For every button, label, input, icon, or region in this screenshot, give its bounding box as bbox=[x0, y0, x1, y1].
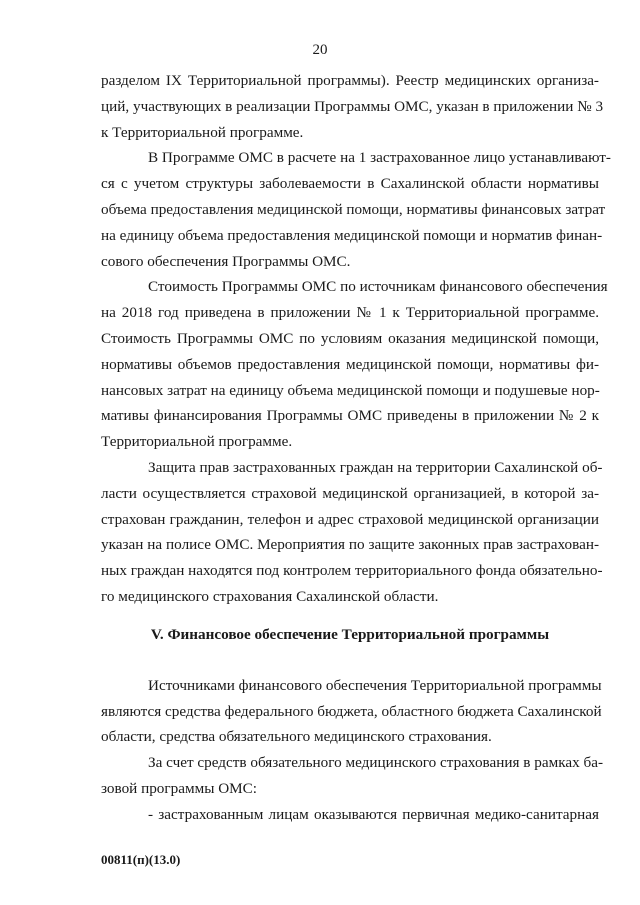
paragraph-norms bbox=[101, 145, 611, 274]
document-code: 00811(п)(13.0) bbox=[101, 852, 181, 867]
text-line: Источниками финансового обеспечения Территориальной программы bbox=[148, 676, 602, 694]
text-line: го медицинского страхования Сахалинской области. bbox=[101, 587, 439, 605]
text-line: страхован гражданин, телефон и адрес страховой медицинской организации bbox=[101, 510, 599, 528]
text-line: В Программе ОМС в расчете на 1 застрахованное лицо устанавливают- bbox=[148, 149, 611, 167]
page-number: 20 bbox=[312, 42, 328, 58]
text-line: нансовых затрат на единицу объема медицинской помощи и подушевые нор- bbox=[101, 381, 600, 399]
text-line: нормативы объемов предоставления медицинской помощи, нормативы фи- bbox=[101, 355, 599, 373]
text-line: на единицу объема предоставления медицинской помощи и норматив финан- bbox=[101, 226, 603, 244]
text-line: Защита прав застрахованных граждан на территории Сахалинской об- bbox=[148, 458, 603, 476]
paragraph-cost bbox=[101, 274, 608, 455]
text-line: мативы финансирования Программы ОМС приведены в приложении № 2 к bbox=[101, 407, 599, 425]
paragraph-list-item bbox=[101, 802, 599, 828]
text-line: Территориальной программе. bbox=[101, 433, 293, 451]
text-line: области, средства обязательного медицинского страхования. bbox=[101, 728, 492, 746]
text-line: ся с учетом структуры заболеваемости в Сахалинской области нормативы bbox=[101, 175, 599, 193]
paragraph-sources bbox=[101, 673, 602, 750]
paragraph-oms-basic bbox=[101, 750, 604, 802]
paragraph-rights-protection bbox=[101, 455, 603, 610]
text-line: За счет средств обязательного медицинского страхования в рамках ба- bbox=[148, 754, 604, 772]
text-line: объема предоставления медицинской помощи, нормативы финансовых затрат bbox=[101, 200, 606, 218]
text-line: являются средства федерального бюджета, областного бюджета Сахалинской bbox=[101, 702, 602, 720]
text-line: к Территориальной программе. bbox=[101, 123, 304, 141]
paragraph-registry bbox=[101, 68, 604, 145]
text-line: - застрахованным лицам оказываются первичная медико-санитарная bbox=[148, 805, 599, 823]
section-heading: V. Финансовое обеспечение Территориальной программы bbox=[150, 625, 550, 643]
text-line: на 2018 год приведена в приложении № 1 к Территориальной программе. bbox=[101, 304, 599, 322]
text-line: ных граждан находятся под контролем территориального фонда обязательно- bbox=[101, 562, 603, 580]
text-line: зовой программы ОМС: bbox=[101, 779, 258, 797]
document-body bbox=[101, 68, 611, 828]
text-line: Стоимость Программы ОМС по условиям оказания медицинской помощи, bbox=[101, 329, 599, 347]
text-line: сового обеспечения Программы ОМС. bbox=[101, 252, 351, 270]
text-line: разделом IX Территориальной программы). Реестр медицинских организа- bbox=[101, 72, 599, 89]
text-line: указан на полисе ОМС. Мероприятия по защите законных прав застрахован- bbox=[101, 536, 599, 554]
text-line: ласти осуществляется страховой медицинской организацией, в которой за- bbox=[101, 484, 599, 502]
text-line: ций, участвующих в реализации Программы ОМС, указан в приложении № 3 bbox=[101, 97, 604, 115]
text-line: Стоимость Программы ОМС по источникам финансового обеспечения bbox=[148, 278, 608, 296]
